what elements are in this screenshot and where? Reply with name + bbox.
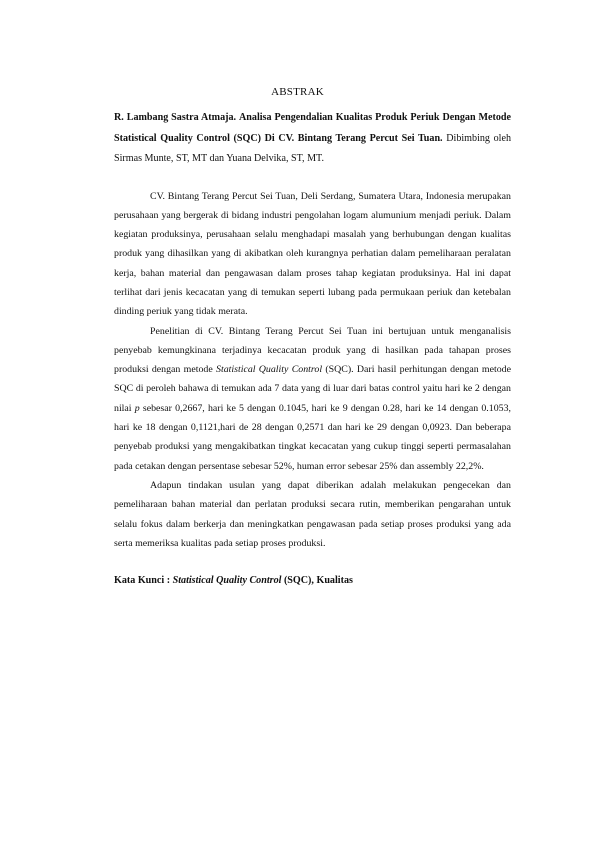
paragraph-1: CV. Bintang Terang Percut Sei Tuan, Deli Serdang, Sumatera Utara, Indonesia merupakan perusahaan yang bergerak di bidang industri pengolahan logam alumunium menjadi periuk. Dalam kegiatan produksinya, perusahaan selalu menghadapi masalah yang berhubungan dengan kualitas produk yang dihasilkan yang di akibatkan oleh kurangnya perhatian dalam pemeliharaan peralatan kerja, bahan material dan pengawasan dalam proses tahap kegiatan produksinya. Hal ini dapat terlihat dari jenis kecacatan yang di temukan seperti lubang pada permukaan periuk dan ketebalan dinding periuk yang tidak merata. (114, 190, 511, 318)
keywords-rest: (SQC), Kualitas (281, 575, 353, 587)
paragraph-3: Adapun tindakan usulan yang dapat diberikan adalah melakukan pengecekan dan pemeliharaan bahan material dan perlatan produksi secara rutin, memberikan pengarahan untuk selalu fokus dalam berkerja dan meningkatkan pengawasan pada setiap proses produksi yang ada serta memeriksa kualitas pada setiap proses produksi. (114, 479, 511, 549)
paragraph-2-part-b: (SQC). Dari hasil perhitungan dengan metode SQC di peroleh bahawa di temukan ada 7 data yang di luar dari batas control yaitu hari ke 2 dengan nilai (114, 364, 512, 414)
keywords-line (114, 571, 511, 591)
paragraph-2 (114, 322, 511, 476)
citation-author: R. Lambang Sastra Atmaja. (114, 112, 237, 123)
paragraph-2-part-a: Penelitian di CV. Bintang Terang Percut Sei Tuan ini bertujuan untuk menganalisis penyebab kemungkinana terjadinya kecacatan produk yang di hasilkan pada tahapan proses produksi dengan metode (114, 325, 511, 376)
citation-title: Analisa Pengendalian Kualitas Produk Periuk Dengan Metode Statistical Quality Control (SQC) Di CV. Bintang Terang Percut Sei Tuan. (114, 112, 511, 144)
paragraph-2-p-symbol: p (134, 402, 140, 414)
paragraph-2-italic-term: Statistical Quality Control (216, 364, 323, 376)
paragraph-2-part-c: sebesar 0,2667, hari ke 5 dengan 0.1045, hari ke 9 dengan 0.28, hari ke 14 dengan 0.1053, hari ke 18 dengan 0,1121,hari de 28 dengan 0,2571 dan hari ke 29 dengan 0,0923. Dan beberapa penyebab produksi yang mengakibatkan tingkat kecacatan yang cukup tinggi seperti permasalahan pada cetakan dengan persentase sebesar 52%, human error sebesar 25% dan assembly 22,2%. (114, 402, 511, 472)
abstract-heading: ABSTRAK (271, 86, 324, 98)
keywords-label: Kata Kunci : (114, 575, 173, 587)
citation-supervisors: Dibimbing oleh Sirmas Munte, ST, MT dan Yuana Delvika, ST, MT. (114, 132, 511, 164)
abstract-content (114, 108, 511, 591)
citation (114, 108, 511, 170)
keywords-italic-term: Statistical Quality Control (172, 575, 282, 587)
